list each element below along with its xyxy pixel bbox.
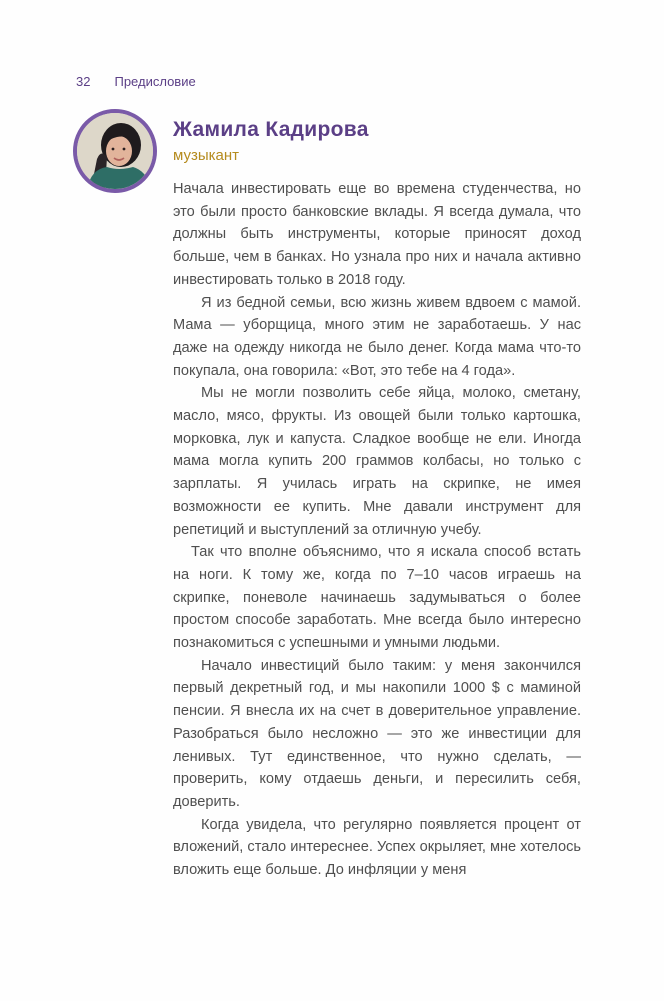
paragraph: Я из бедной семьи, всю жизнь живем вдвоем с мамой. Мама — уборщица, много этим не заработаешь. У нас даже на одежду никогда не было денег. Когда мама что-то покупала, она говорила: «Вот, это тебе на 4 года».: [173, 294, 581, 379]
paragraph: Мы не могли позволить себе яйца, молоко, сметану, масло, мясо, фрукты. Из овощей были только картошка, морковка, лук и капуста. Сладкое вообще не ели. Иногда мама могла купить 200 граммов колбасы, но только с зарплаты. Я училась играть на скрипке, не имея возможности ее купить. Мне давали инструмент для репетиций и выступлений за отличную учебу.: [173, 385, 581, 538]
paragraph: Начала инвестировать еще во времена студенчества, но это были просто банковские вклады. Я всегда думала, что должны быть инструменты, которые приносят доход больше, чем в банках. Но узнала про них и начала активно инвестировать только в 2018 году.: [173, 181, 581, 288]
page-header: [76, 74, 196, 89]
paragraph: Так что вполне объяснимо, что я искала способ встать на ноги. К тому же, когда по 7–10 часов играешь на скрипке, поневоле начинаешь задумываться о более простом способе заработать. Мне всегда было интересно познакомиться с успешными и умными людьми.: [173, 544, 581, 652]
author-role: музыкант: [173, 147, 240, 164]
paragraph: Начало инвестиций было таким: у меня закончился первый декретный год, и мы накопили 1000 $ с маминой пенсии. Я внесла их на счет в доверительное управление. Разобраться было несложно — это же инвестиции для ленивых. Тут единственное, что нужно сделать, — проверить, кому отдаешь деньги, и пересилить себя, доверить.: [173, 657, 581, 810]
person-portrait-icon: [77, 113, 153, 189]
section-title: Предисловие: [114, 74, 196, 89]
paragraph: Когда увидела, что регулярно появляется процент от вложений, стало интереснее. Успех окрыляет, мне хотелось вложить еще больше. До инфляции у меня: [173, 816, 581, 879]
page-number: 32: [76, 74, 91, 89]
avatar: [73, 109, 157, 193]
author-name: Жамила Кадирова: [173, 118, 369, 141]
body-text: [173, 178, 581, 882]
